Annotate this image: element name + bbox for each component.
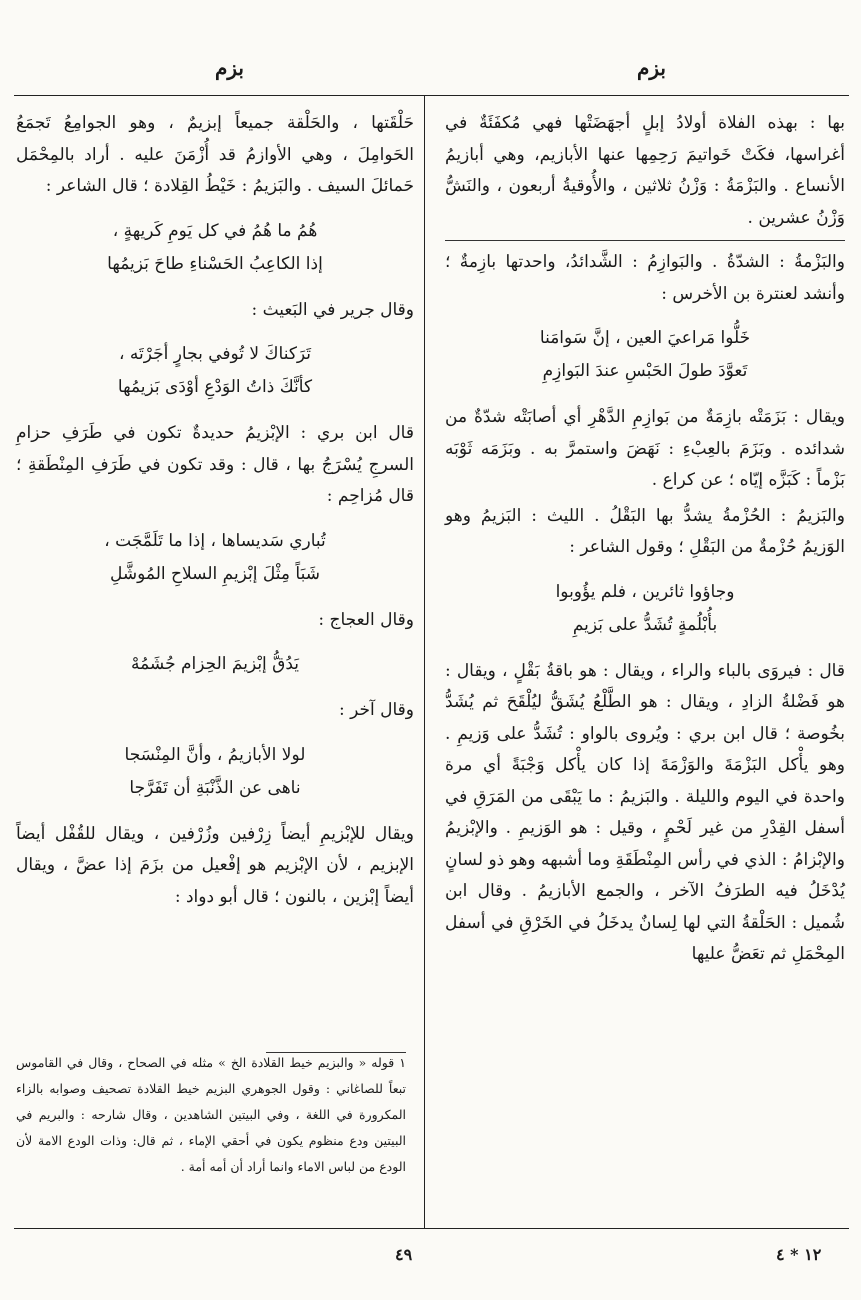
paragraph: وقال العجاج : — [318, 609, 414, 630]
verse-line: هُمُ ما هُمُ في كل يَومِ كَريهةٍ ، — [112, 220, 318, 241]
column-divider — [424, 96, 425, 1228]
verse-line: لولا الأبازيمُ ، وأنَّ المِنْسَجا — [124, 744, 306, 765]
left-column — [16, 108, 414, 917]
paragraph: والبَزيمُ : الحُزْمةُ يشدُّ بها البَقْلُ . الليث : البَزيمُ وهو الوَزيمُ حُزْمةٌ من البَقْلِ ؛ وقول الشاعر : — [445, 505, 845, 557]
verse — [16, 215, 414, 281]
running-header-right: بزم — [637, 56, 666, 80]
paragraph: وقال جرير في البَعيث : — [251, 299, 414, 320]
paragraph: قال : فيروَى بالباء والراء ، ويقال : هو باقةُ بَقْلٍ ، ويقال : هو فَضْلةُ الزادِ ، ويقال : هو الطَّلْعُ يُشَقُّ ليُلْقَحَ ثم يُشَدُّ بخُوصة ؛ قال ابن بري : ويُروى بالواو : تُشَدُّ على وَزيمِ . وهو يأْكل البَزْمَةَ والوَزْمَةَ إذا كان يأْكل وَجْبَةً أي مرة واحدة في اليوم والليلة . والبَزيمُ : ما يَبْقَى من المَرَقِ في أسفل القِدْرِ من غير لَحْمٍ ، وقيل : هو الوَزيمِ . والإبْزيمُ والإبْزامُ : الذي في رأس المِنْطَقَةِ وما أشبهه وهو ذو لسانٍ يُدْخَلُ فيه الطرَفُ الآخر ، والجمع الأبازيمُ . وقال ابن شُميل : الحَلْقةُ التي لها لِسانٌ يدخَلُ في الخَرْقِ في أسفل المِحْمَلِ ثم تعَضُّ عليها — [445, 660, 845, 964]
page-number: ٤٩ — [395, 1245, 413, 1264]
right-column — [445, 108, 845, 975]
footnote: ١ قوله « والبزيم خيط القلادة الخ » مثله في الصحاح ، وقال في القاموس تبعاً للصاغاني : وقول الجوهري البزيم خيط القلادة تصحيف وصوابه بالزاء المكرورة في اللغة ، وفي البيتين الشاهدين ، وقال شارحه : والبريم في البيتين ودع منظوم يكون في أحقي الإماء ، ثم قال: وذات الودع الامة لأن الودع من لباس الاماء وانما أراد أن أمه أمة . — [16, 1055, 406, 1174]
paragraph: بها : بهذه الفلاة أولادُ إبلٍ أجهَضَتْها فهي مُكفَئَةٌ في أغراسها، فكَتْ خَواتيمَ رَحِمِها عنها الأبازيم، وهي أبازيمُ الأنساع . والبَزْمَةُ : وَزْنُ ثلاثين ، والأُوقيةُ أربعون ، والنَشُّ وَزْنُ عشرين . — [445, 113, 845, 228]
verse-line: كأنَّكَ ذاتُ الوَدْعِ أوْدَى بَزيمُها — [117, 377, 313, 397]
printer-signature: ١٢ * ٤ — [776, 1245, 822, 1264]
running-header-left: بزم — [215, 56, 244, 80]
entry-separator — [445, 240, 845, 241]
paragraph: حَلْقَتها ، والحَلْقة جميعاً إبزيمٌ ، وهو الجوامِعُ تَجمَعُ الحَوامِلَ ، وهي الأوازمُ قد أُزْمَنَ عليه . أراد بالمِحْمَل حَمائلَ السيف . والبَزيمُ : خَيْطُ القِلادة ؛ قال الشاعر : — [16, 113, 414, 196]
verse-line: خَلُّوا مَراعيَ العين ، إنَّ سَوامَنا — [539, 328, 751, 348]
verse — [445, 576, 845, 642]
paragraph: ويقال للإبْزيمِ أيضاً زِرْفين وزُرْفين ، ويقال للقُفْل أيضاً الإبزيم ، لأن الإبْزيم هو إفْعيل من بزَمَ إذا عضَّ ، ويقال أيضاً إبْزين ، بالنون ؛ قال أبو دواد : — [16, 823, 414, 907]
verse-line: وجاؤوا ثائرين ، فلم يؤُوبوا — [555, 581, 735, 602]
verse-line: شَبَاً مِثْلَ إبْزيمِ السلاحِ المُوشَّلِ — [110, 563, 320, 584]
paragraph: والبَزْمةُ : الشدّةُ . والبَوازِمُ : الشَّدائدُ، واحدتها بازِمةٌ ؛ وأنشد لعنترة بن الأخرس : — [445, 252, 845, 304]
verse-line: تَعوَّدَ طولَ الحَبْسِ عندَ البَوازِمِ — [542, 361, 748, 381]
verse-line: تَرَكناكَ لا تُوفي بجارٍ أجَرْتَه ، — [118, 344, 312, 364]
paragraph: وقال آخر : — [338, 700, 414, 720]
verse — [16, 525, 414, 591]
verse — [445, 322, 845, 388]
verse — [16, 648, 414, 681]
footer-rule — [14, 1228, 849, 1229]
paragraph: قال ابن بري : الإبْزيمُ حديدةٌ تكون في طَرَفِ حزامِ السرجِ يُسْرَجُ بها ، قال : وقد تكون في طَرَفِ المِنْطَقةِ ؛ قال مُزاحِم : — [16, 423, 414, 506]
verse-line: ناهى عن الذَّنْبَةِ أن تَفَرَّجا — [129, 777, 301, 798]
paragraph: ويقال : بَزَمَتْه بازِمَةٌ من بَوازِمِ الدَّهْرِ أي أصابَتْه شدّةٌ من شدائده . وبَزَمَ بالعِبْءِ : نَهَضَ واستمرَّ به . وبَزَمَه ثَوْبَه بَزْماً : كَبَزَّه إيّاه ؛ عن كراع . — [445, 407, 845, 490]
verse-line: بأُبْلُمةٍ تُشَدُّ على بَزيمِ — [572, 614, 718, 635]
verse-line: إذا الكاعِبُ الحَسْناءِ طاحَ بَزيمُها — [107, 253, 323, 274]
verse — [16, 739, 414, 805]
verse-line: تُباري سَديساها ، إذا ما تَلَمَّجَت ، — [104, 530, 326, 551]
verse-line: يَدُقُّ إبْزيمَ الحِزام جُشَمُهْ — [130, 654, 300, 674]
verse — [16, 338, 414, 404]
header-rule — [14, 95, 849, 96]
